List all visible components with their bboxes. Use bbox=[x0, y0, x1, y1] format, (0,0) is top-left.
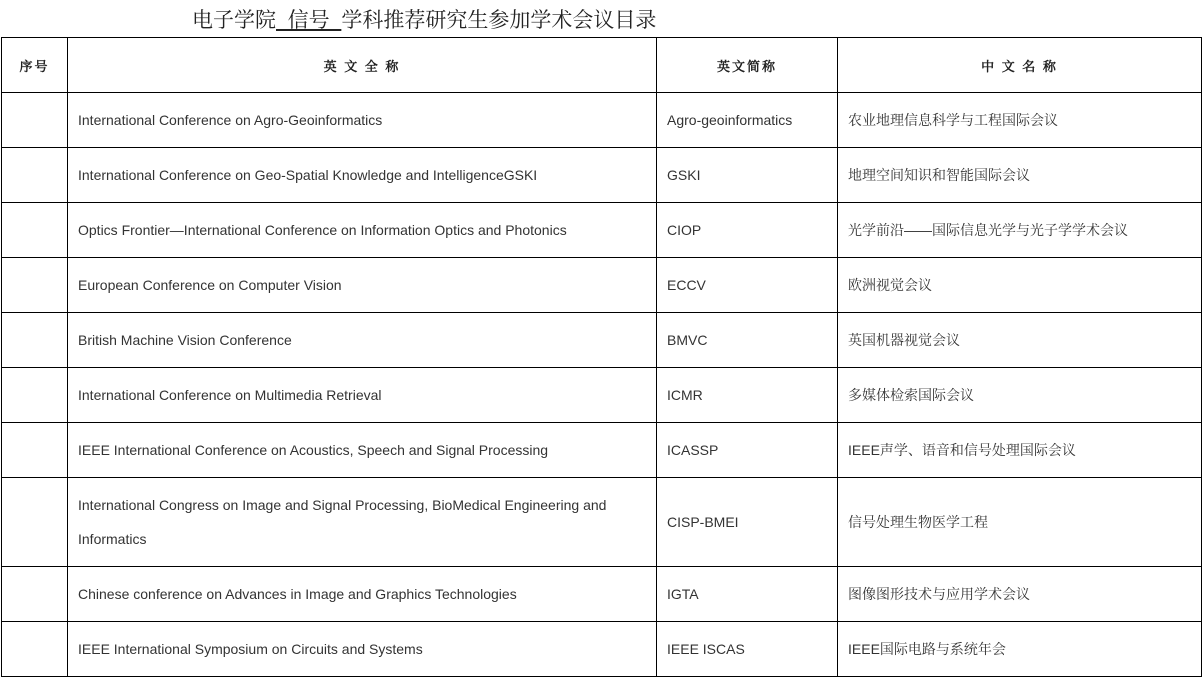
cell-chinese-name: 信号处理生物医学工程 bbox=[838, 478, 1202, 567]
cell-no bbox=[2, 423, 68, 478]
cell-abbr: IEEE ISCAS bbox=[657, 622, 838, 677]
table-header-row bbox=[2, 38, 1202, 93]
table-row bbox=[2, 313, 1202, 368]
cell-abbr: GSKI bbox=[657, 148, 838, 203]
cell-full-name: International Conference on Geo-Spatial Knowledge and IntelligenceGSKI bbox=[68, 148, 657, 203]
cell-no bbox=[2, 93, 68, 148]
header-no: 序号 bbox=[2, 38, 68, 93]
cell-abbr: BMVC bbox=[657, 313, 838, 368]
header-chinese-name: 中 文 名 称 bbox=[838, 38, 1202, 93]
conference-table bbox=[1, 37, 1202, 677]
cell-full-name: European Conference on Computer Vision bbox=[68, 258, 657, 313]
cell-no bbox=[2, 148, 68, 203]
cell-chinese-name: IEEE声学、语音和信号处理国际会议 bbox=[838, 423, 1202, 478]
table-row bbox=[2, 622, 1202, 677]
cell-abbr: Agro-geoinformatics bbox=[657, 93, 838, 148]
cell-chinese-name: 图像图形技术与应用学术会议 bbox=[838, 567, 1202, 622]
cell-no bbox=[2, 368, 68, 423]
cell-full-name: Optics Frontier—International Conference on Information Optics and Photonics bbox=[68, 203, 657, 258]
cell-full-name: IEEE International Symposium on Circuits and Systems bbox=[68, 622, 657, 677]
cell-abbr: ICASSP bbox=[657, 423, 838, 478]
cell-full-name: International Conference on Multimedia Retrieval bbox=[68, 368, 657, 423]
table-row bbox=[2, 93, 1202, 148]
cell-chinese-name: 农业地理信息科学与工程国际会议 bbox=[838, 93, 1202, 148]
title-prefix: 电子学院 bbox=[192, 9, 276, 32]
cell-abbr: CIOP bbox=[657, 203, 838, 258]
cell-full-name: International Conference on Agro-Geoinformatics bbox=[68, 93, 657, 148]
header-abbr: 英文简称 bbox=[657, 38, 838, 93]
table-row bbox=[2, 567, 1202, 622]
cell-full-name: British Machine Vision Conference bbox=[68, 313, 657, 368]
cell-abbr: IGTA bbox=[657, 567, 838, 622]
cell-full-name: IEEE International Conference on Acoustics, Speech and Signal Processing bbox=[68, 423, 657, 478]
cell-no bbox=[2, 622, 68, 677]
table-row bbox=[2, 258, 1202, 313]
cell-no bbox=[2, 313, 68, 368]
cell-chinese-name: 地理空间知识和智能国际会议 bbox=[838, 148, 1202, 203]
title-suffix: 学科推荐研究生参加学术会议目录 bbox=[341, 9, 657, 32]
document-title bbox=[192, 4, 656, 34]
cell-chinese-name: 光学前沿——国际信息光学与光子学学术会议 bbox=[838, 203, 1202, 258]
cell-full-name: International Congress on Image and Signal Processing, BioMedical Engineering and Informatics bbox=[68, 478, 657, 567]
cell-no bbox=[2, 258, 68, 313]
cell-chinese-name: 欧洲视觉会议 bbox=[838, 258, 1202, 313]
cell-chinese-name: 多媒体检索国际会议 bbox=[838, 368, 1202, 423]
cell-abbr: ICMR bbox=[657, 368, 838, 423]
cell-no bbox=[2, 478, 68, 567]
cell-chinese-name: 英国机器视觉会议 bbox=[838, 313, 1202, 368]
cell-abbr: CISP-BMEI bbox=[657, 478, 838, 567]
table-row bbox=[2, 478, 1202, 567]
header-full-name: 英 文 全 称 bbox=[68, 38, 657, 93]
table-row bbox=[2, 423, 1202, 478]
table-row bbox=[2, 148, 1202, 203]
title-subject: 信号 bbox=[276, 9, 342, 32]
cell-chinese-name: IEEE国际电路与系统年会 bbox=[838, 622, 1202, 677]
table-row bbox=[2, 203, 1202, 258]
cell-abbr: ECCV bbox=[657, 258, 838, 313]
table-row bbox=[2, 368, 1202, 423]
cell-no bbox=[2, 203, 68, 258]
cell-no bbox=[2, 567, 68, 622]
cell-full-name: Chinese conference on Advances in Image and Graphics Technologies bbox=[68, 567, 657, 622]
